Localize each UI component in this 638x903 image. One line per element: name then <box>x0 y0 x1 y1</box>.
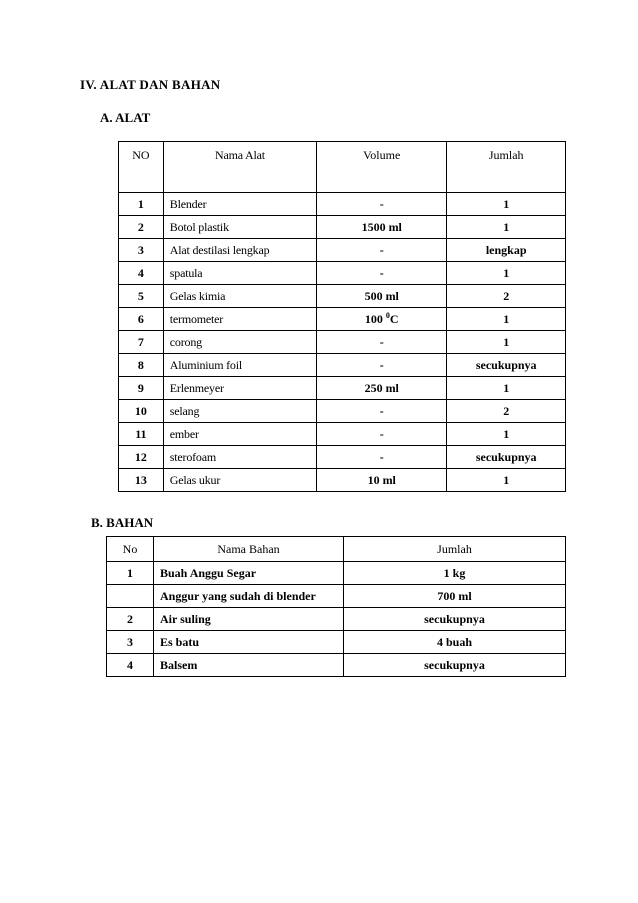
alat-cell-jumlah: 1 <box>447 469 566 492</box>
alat-cell-nama: selang <box>163 400 316 423</box>
alat-cell-nama: Gelas ukur <box>163 469 316 492</box>
alat-cell-no: 8 <box>119 354 164 377</box>
bahan-cell-no: 4 <box>107 654 154 677</box>
bahan-cell-no <box>107 585 154 608</box>
bahan-row <box>107 562 566 585</box>
bahan-cell-jumlah: 700 ml <box>344 585 566 608</box>
bahan-table <box>106 536 566 677</box>
alat-row <box>119 262 566 285</box>
bahan-header-no: No <box>107 537 154 562</box>
alat-cell-nama: Blender <box>163 193 316 216</box>
alat-cell-no: 13 <box>119 469 164 492</box>
alat-cell-nama: Gelas kimia <box>163 285 316 308</box>
bahan-cell-nama: Balsem <box>154 654 344 677</box>
alat-row <box>119 377 566 400</box>
alat-cell-volume: 100 $^0$C <box>317 308 447 331</box>
alat-cell-volume: - <box>317 193 447 216</box>
alat-cell-nama: sterofoam <box>163 446 316 469</box>
alat-cell-nama: Botol plastik <box>163 216 316 239</box>
alat-cell-jumlah: 1 <box>447 216 566 239</box>
alat-cell-no: 2 <box>119 216 164 239</box>
bahan-header-nama: Nama Bahan <box>154 537 344 562</box>
bahan-cell-jumlah: secukupnya <box>344 608 566 631</box>
alat-cell-jumlah: lengkap <box>447 239 566 262</box>
alat-row <box>119 239 566 262</box>
bahan-cell-nama: Buah Anggu Segar <box>154 562 344 585</box>
bahan-header-jumlah: Jumlah <box>344 537 566 562</box>
bahan-cell-no: 1 <box>107 562 154 585</box>
alat-cell-jumlah: 1 <box>447 377 566 400</box>
alat-cell-volume: - <box>317 331 447 354</box>
alat-cell-volume: - <box>317 239 447 262</box>
alat-cell-jumlah: secukupnya <box>447 354 566 377</box>
alat-cell-jumlah: 2 <box>447 285 566 308</box>
bahan-cell-nama: Air suling <box>154 608 344 631</box>
alat-row <box>119 216 566 239</box>
alat-row <box>119 193 566 216</box>
bahan-row <box>107 631 566 654</box>
alat-row <box>119 285 566 308</box>
alat-cell-nama: Erlenmeyer <box>163 377 316 400</box>
bahan-header-row <box>107 537 566 562</box>
alat-cell-no: 11 <box>119 423 164 446</box>
alat-header-row <box>119 142 566 193</box>
alat-cell-volume: 10 ml <box>317 469 447 492</box>
alat-cell-no: 9 <box>119 377 164 400</box>
alat-cell-no: 6 <box>119 308 164 331</box>
alat-cell-nama: Aluminium foil <box>163 354 316 377</box>
alat-cell-jumlah: 1 <box>447 331 566 354</box>
alat-header-jumlah: Jumlah <box>447 142 566 193</box>
alat-cell-volume: - <box>317 446 447 469</box>
alat-cell-no: 5 <box>119 285 164 308</box>
bahan-row <box>107 585 566 608</box>
alat-row <box>119 308 566 331</box>
alat-subheading: A. ALAT <box>100 110 151 125</box>
alat-cell-volume: - <box>317 400 447 423</box>
bahan-cell-nama: Es batu <box>154 631 344 654</box>
alat-cell-nama: corong <box>163 331 316 354</box>
alat-cell-no: 12 <box>119 446 164 469</box>
alat-cell-jumlah: 1 <box>447 262 566 285</box>
alat-table <box>118 141 566 492</box>
section-heading: IV. ALAT DAN BAHAN <box>80 77 221 92</box>
alat-header-nama: Nama Alat <box>163 142 316 193</box>
alat-cell-nama: spatula <box>163 262 316 285</box>
bahan-subheading: B. BAHAN <box>91 515 154 530</box>
alat-cell-jumlah: 1 <box>447 423 566 446</box>
bahan-cell-no: 3 <box>107 631 154 654</box>
alat-row <box>119 331 566 354</box>
alat-row <box>119 446 566 469</box>
alat-cell-jumlah: 1 <box>447 308 566 331</box>
alat-row <box>119 423 566 446</box>
bahan-cell-jumlah: 1 kg <box>344 562 566 585</box>
alat-cell-volume: - <box>317 423 447 446</box>
alat-row <box>119 400 566 423</box>
bahan-row <box>107 654 566 677</box>
alat-cell-volume: - <box>317 262 447 285</box>
alat-cell-no: 10 <box>119 400 164 423</box>
alat-row <box>119 469 566 492</box>
alat-row <box>119 354 566 377</box>
alat-header-volume: Volume <box>317 142 447 193</box>
bahan-row <box>107 608 566 631</box>
bahan-cell-jumlah: secukupnya <box>344 654 566 677</box>
alat-cell-nama: ember <box>163 423 316 446</box>
alat-cell-jumlah: 1 <box>447 193 566 216</box>
alat-cell-no: 4 <box>119 262 164 285</box>
alat-header-no: NO <box>119 142 164 193</box>
alat-cell-jumlah: secukupnya <box>447 446 566 469</box>
alat-cell-volume: - <box>317 354 447 377</box>
alat-cell-no: 3 <box>119 239 164 262</box>
alat-cell-volume: 1500 ml <box>317 216 447 239</box>
alat-cell-nama: Alat destilasi lengkap <box>163 239 316 262</box>
alat-cell-nama: termometer <box>163 308 316 331</box>
alat-cell-volume: 500 ml <box>317 285 447 308</box>
alat-cell-volume: 250 ml <box>317 377 447 400</box>
alat-cell-jumlah: 2 <box>447 400 566 423</box>
bahan-cell-nama: Anggur yang sudah di blender <box>154 585 344 608</box>
alat-cell-no: 7 <box>119 331 164 354</box>
alat-cell-no: 1 <box>119 193 164 216</box>
bahan-cell-no: 2 <box>107 608 154 631</box>
bahan-cell-jumlah: 4 buah <box>344 631 566 654</box>
